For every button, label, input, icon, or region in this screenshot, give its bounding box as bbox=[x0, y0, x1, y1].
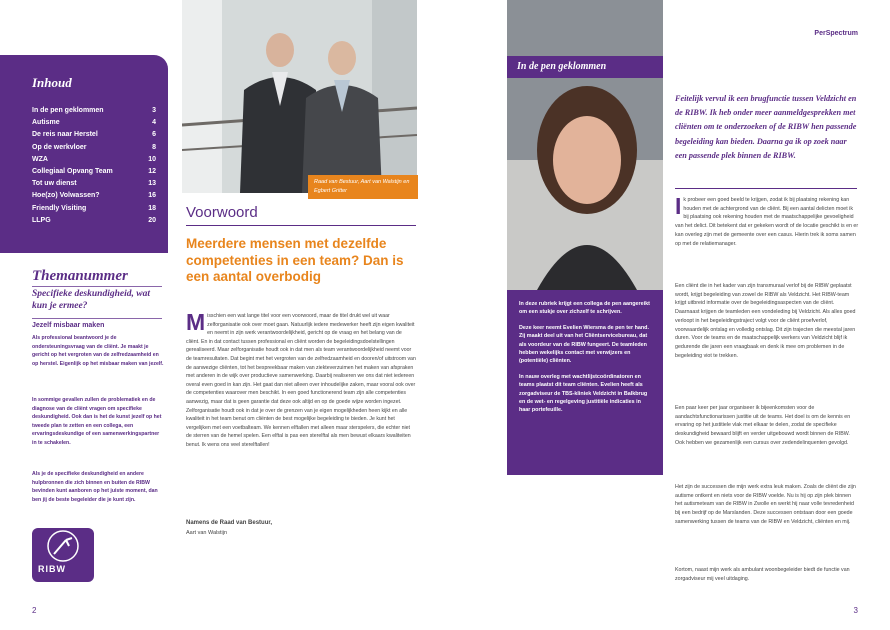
brand-label bbox=[814, 30, 858, 37]
toc-item[interactable] bbox=[32, 190, 160, 202]
thema-paragraph-2: In sommige gevallen zullen de problematiek en de diagnose van de cliënt vragen om specifieke deskundigheid. Ook dan is het de kunst jezelf op het tweede plan te zetten en een collega, een ervaringsdeskundige of een samenwerkingspartner in te schakelen. bbox=[32, 397, 162, 446]
toc-item-label: De reis naar Herstel bbox=[32, 131, 98, 139]
section-title: In de pen geklommen bbox=[507, 56, 663, 78]
photo-board-members bbox=[182, 0, 417, 193]
toc-item[interactable] bbox=[32, 142, 160, 154]
rubric-box bbox=[507, 290, 663, 475]
people-photo-icon bbox=[182, 0, 417, 193]
divider bbox=[675, 188, 857, 189]
toc-item-label: Hoe(zo) Volwassen? bbox=[32, 192, 100, 200]
divider bbox=[32, 318, 162, 319]
intro-quote: Feitelijk vervul ik een brugfunctie tussen Veldzicht en de RIBW. Ik heb onder meer aanmeldgesprekken met cliënten om te onderzoeken of de RIBW hen passende begeleiding kan bieden. Daarna ga ik op zoek naar een passende plek binnen de RIBW. bbox=[675, 94, 857, 160]
thema-title: Themanummer bbox=[32, 268, 128, 284]
toc-item[interactable] bbox=[32, 166, 160, 178]
toc-item-page: 8 bbox=[152, 143, 156, 151]
toc-item[interactable] bbox=[32, 105, 160, 117]
toc-item[interactable] bbox=[32, 215, 160, 227]
thema-paragraph-3: Als je de specifieke deskundigheid en andere hulpbronnen die zich binnen en buiten de RIBW bevinden kunt aanboren op het juiste moment, dan ben jij de beste begeleider die je kunt zijn. bbox=[32, 471, 158, 503]
toc-title: Inhoud bbox=[32, 75, 72, 90]
toc-item-label: Autisme bbox=[32, 119, 60, 127]
article-text-1: k probeer een goed beeld te krijgen, zodat ik bij plaatsing rekening kan houden met de achtergrond van de cliënt. Bij een aantal delicten moet ik bij plaatsing ook rekening houden met de maatschappelijke gevoeligheid van het delict. Dit betekent dat er gekeken wordt of de locatie geschikt is en er kan overleg zijn met de gemeente over een casus. Hierin trek ik soms samen op met de relatiemanager. bbox=[675, 197, 859, 247]
toc-item-label: Collegiaal Opvang Team bbox=[32, 168, 113, 176]
toc-item[interactable] bbox=[32, 129, 160, 141]
article-body-4: Het zijn de successen die mijn werk extra leuk maken. Zoals de cliënt die zijn autisme ontkent en niets voor de RIBW voelde. Nu is hij op zijn plek binnen het autismeteam van de RIBW in Zwolle en werkt hij naar volle tevredenheid bij een bedrijf op de Marslanden. Deze successen ontstaan door een goede samenwerking tussen de teams van de RIBW en Veldzicht, cliënten en mij. bbox=[675, 484, 856, 525]
toc-item-label: LLPG bbox=[32, 216, 51, 224]
toc-item-page: 20 bbox=[148, 216, 156, 224]
ribw-logo bbox=[32, 528, 94, 582]
page-number-right: 3 bbox=[853, 606, 858, 615]
signature-person: Aart van Walstijn bbox=[186, 530, 228, 536]
voorwoord-body bbox=[186, 309, 416, 450]
toc-item[interactable] bbox=[32, 154, 160, 166]
toc-item-page: 10 bbox=[148, 155, 156, 163]
voorwoord-text: isschien een wat lange titel voor een voorwoord, maar de titel drukt wel uit waar zelforganisatie ook over moet gaan. Natuurlijk iedere medewerker heeft zijn eigen kwaliteit en neemt in zijn werk verantwoordelijkheid, gericht op de vraag en het belang van de cliënt. En in dat contact tussen professional en cliënt worden de begeleidingsdoelstellingen gerealiseerd. Maar zelforganisatie houdt ook in dat men als team verantwoordelijkheid neemt voor de teamresultaten. Dat begint met het vergroten van de zelfredzaamheid en dooren/of uitstroom van de aanwezige cliënten, tot het bespreekbaar maken van ziekteverzuimen het maken van afspraken met anderen in de wijk over productieve samenwerking. Daarbij realiseren we ons dat niet iedereen overal even goed in kan zijn. Het gaat dan niet alleen over inhoudelijke zaken, maar vooral ook over de competenties waarover men beschikt. In een goed functionerend team zijn alle competenties aanwezig, maar dat is geen garantie dat deze ook altijd en op de goede wijze worden ingezet. Zelforganisatie houdt ook in dat je over de grenzen van je eigen mogelijkheden heen kijkt en alle kwaliteit in het team benut om cliënten de best mogelijke begeleiding te bieden. Je kunt het vergelijken met een voetbalteam. We kennen elftallen met alleen maar sterspelers, die echter niet de sterren van de hemel spelen. Een elftal is pas een sterelftal als men bewust elkaars kwaliteiten benut. Ik wens ons veel sterelftallen! bbox=[186, 313, 416, 448]
rubric-paragraph-2: Deze keer neemt Evelien Wiersma de pen ter hand. Zij maakt deel uit van het Cliëntservicebureau, dat als voordeur van de RIBW fungeert. De teamleden hebben wekelijks contact met verwijzers en (potentiële) cliënten. bbox=[519, 324, 649, 365]
toc-item-page: 4 bbox=[152, 119, 156, 127]
article-body-1 bbox=[675, 193, 859, 248]
logo-figure-icon bbox=[32, 528, 94, 568]
signature-name: Namens de Raad van Bestuur, bbox=[186, 520, 273, 526]
toc-item-page: 16 bbox=[148, 192, 156, 200]
toc-item-page: 6 bbox=[152, 131, 156, 139]
thema-subtitle: Specifieke deskundigheid, wat kun je ermee? bbox=[32, 289, 150, 311]
right-page bbox=[445, 0, 890, 630]
toc-item-label: Friendly Visiting bbox=[32, 204, 87, 212]
divider bbox=[186, 225, 416, 226]
toc-item-page: 3 bbox=[152, 107, 156, 114]
voorwoord-headline: Meerdere mensen met dezelfde competenties in een team? Dan is een aantal overbodig bbox=[186, 236, 404, 284]
rubric-paragraph-1: In deze rubriek krijgt een collega de pen aangereikt om een stukje over zichzelf te schrijven. bbox=[519, 301, 650, 316]
toc-item[interactable] bbox=[32, 178, 160, 190]
voorwoord-label: Voorwoord bbox=[186, 204, 258, 221]
toc-list bbox=[32, 105, 160, 227]
toc-item-page: 12 bbox=[148, 168, 156, 176]
photo-caption: Raad van Bestuur, Aart van Walstijn en Egbert Gritter bbox=[308, 175, 418, 199]
brand-text: PerSpectrum bbox=[814, 30, 858, 37]
page-number-left: 2 bbox=[32, 606, 37, 615]
dropcap: I bbox=[675, 193, 682, 219]
article-body-2: Een cliënt die in het kader van zijn transmuraal verlof bij de RIBW geplaatst wordt, krijgt begeleiding van zowel de RIBW als Veldzicht. Het RIBW-team krijgt uitbreid informatie over de begeleidingsaspecten van de cliënt. Daarnaast krijgen de teamleden een vondeleding bij Veldzicht. Als alles goed verloopt in het begeleidingstraject volgt voor de cliënt proefverlof, voorwaardelijk ontslag en volledig ontslag. Dit zijn trajecten die meestal jaren duren. Voor de teams en de maatschappelijk werkers van Veldzicht blijf ik gedurende die jaren een vraagbaak en denk ik mee om problemen in de begeleiding viot te trekken. bbox=[675, 283, 856, 359]
article-body-3: Een paar keer per jaar organiseer ik bijeenkomsten voor de aandachtsfunctionarissen justitie uit de teams. Het doel is om de kennis en ervaring op het justitiele vlak met elkaar te delen, zodat de specifieke deskundigheid bewaard blijft en verder uitgebouwd wordt binnen de RIBW. Ook hebben we gezamenlijk een cursus over zedendelinquenten gevolgd. bbox=[675, 405, 851, 446]
thema-heading: Jezelf misbaar maken bbox=[32, 322, 105, 329]
rubric-paragraph-3: In nauw overleg met wachtlijstcoördinatoren en teams plaatst dit team cliënten. Evelien heeft als zorgadviseur de TBS-kliniek Veldzicht in Balkbrug en de wet- en regelgeving justitiële indicaties in haar portefeuille. bbox=[519, 373, 648, 414]
toc-item-page: 18 bbox=[148, 204, 156, 212]
article-body-5: Kortom, naast mijn werk als ambulant woonbegeleider biedt de functie van zorgadviseur mij veel uitdaging. bbox=[675, 567, 850, 582]
toc-item[interactable] bbox=[32, 117, 160, 129]
thema-paragraph-1: Als professional beantwoord je de ondersteuningsvraag van de cliënt. Je maakt je gericht op het vergroten van de zelfredzaamheid en op herstel. Eigenlijk op het misbaar maken van jezelf. bbox=[32, 335, 164, 367]
logo-text: RIBW bbox=[38, 564, 66, 574]
toc-item-label: Tot uw dienst bbox=[32, 180, 77, 188]
toc-item-label: WZA bbox=[32, 155, 48, 163]
toc-item[interactable] bbox=[32, 203, 160, 215]
toc-item-label: In de pen geklommen bbox=[32, 107, 104, 114]
dropcap: M bbox=[186, 309, 206, 335]
photo-evelien bbox=[507, 0, 663, 290]
toc-item-label: Op de werkvloer bbox=[32, 143, 87, 151]
toc-item-page: 13 bbox=[148, 180, 156, 188]
divider bbox=[32, 286, 162, 287]
table-of-contents bbox=[0, 55, 168, 253]
portrait-photo-icon bbox=[507, 0, 663, 290]
